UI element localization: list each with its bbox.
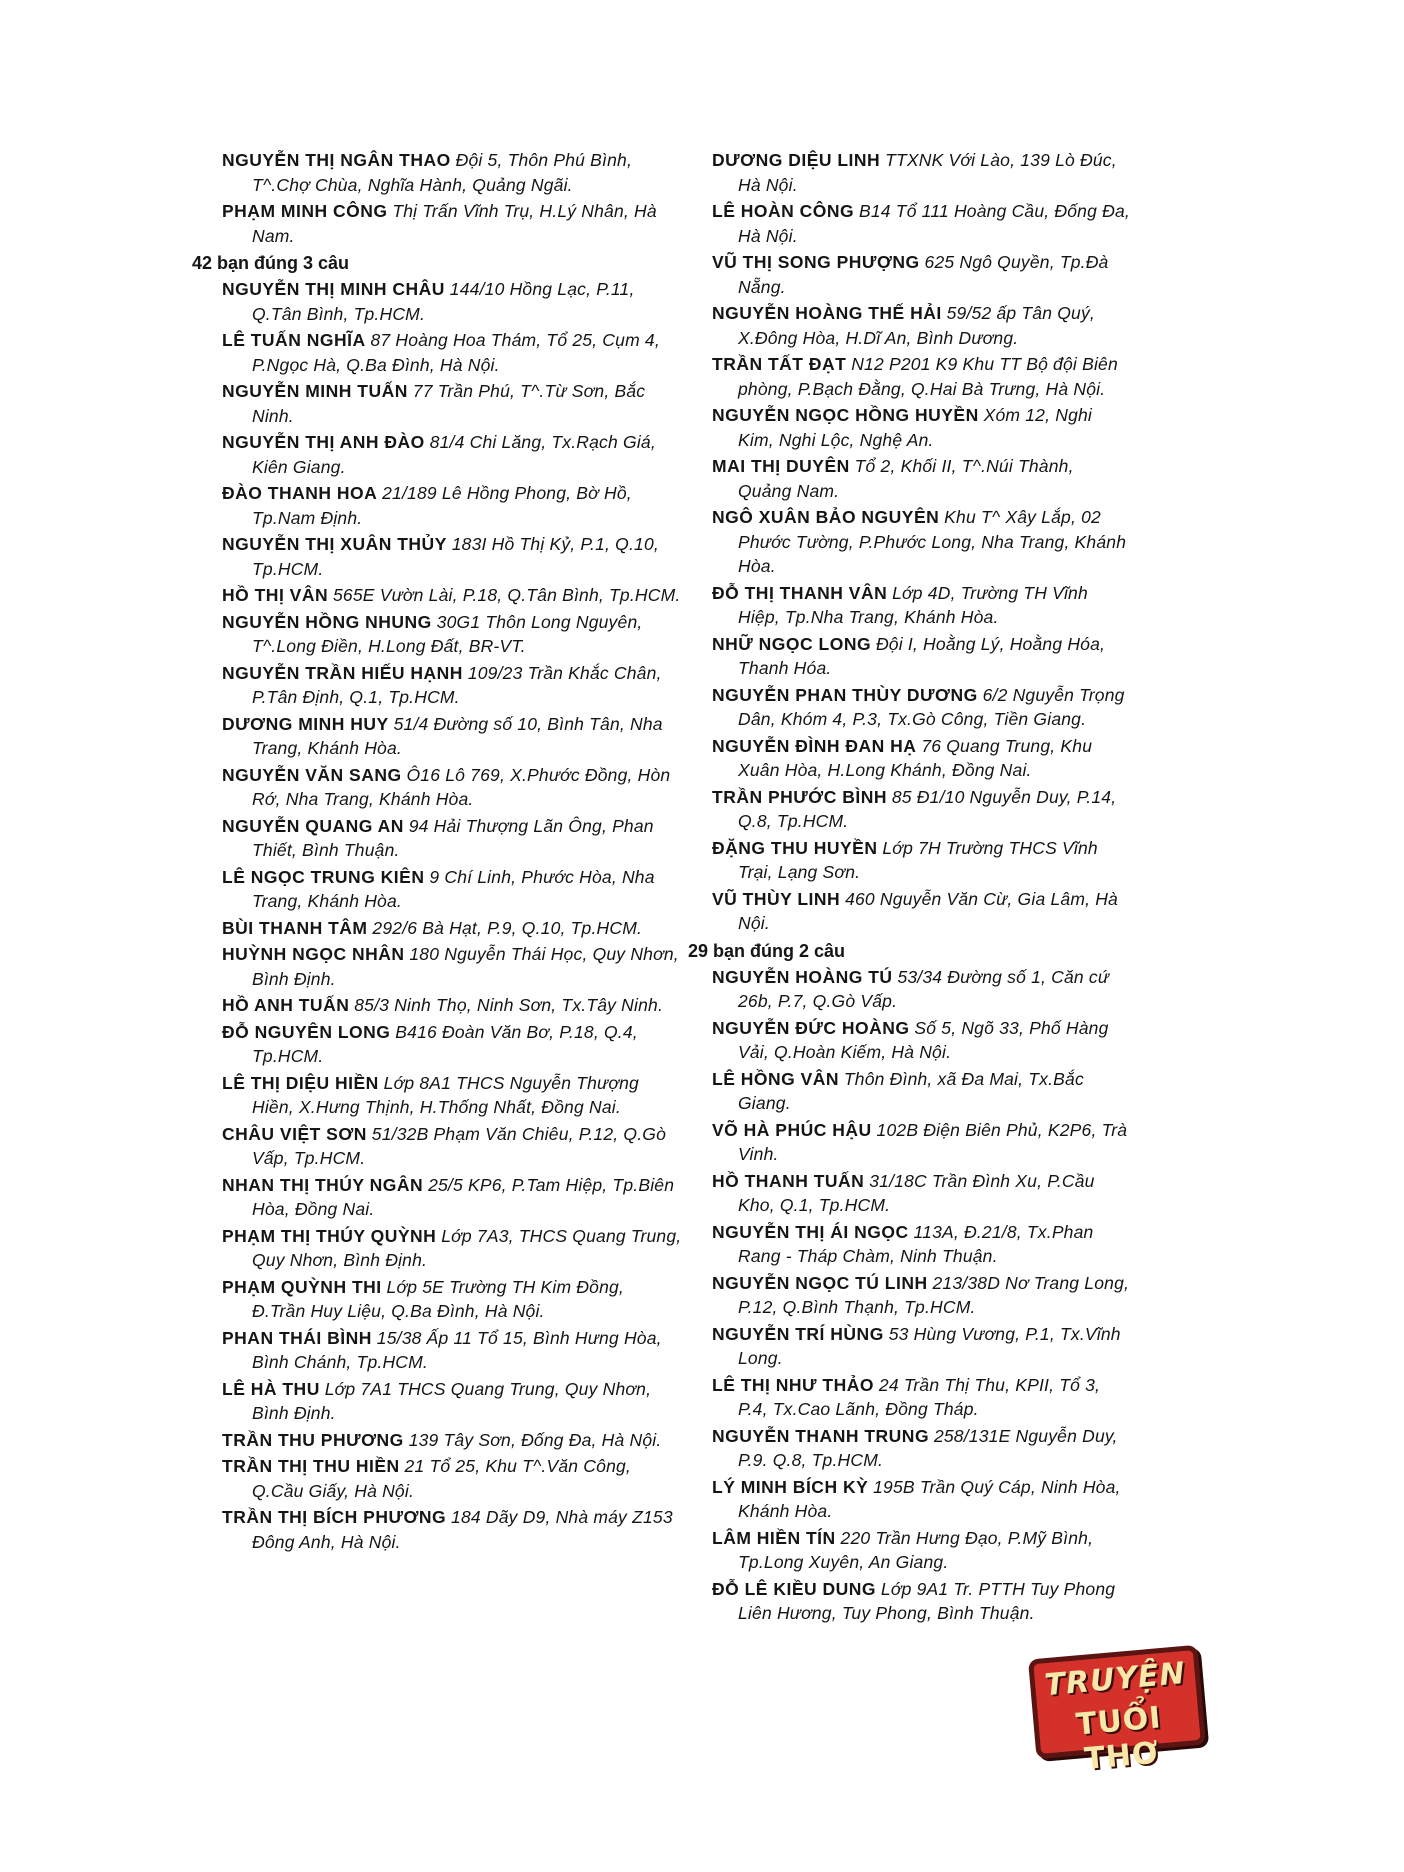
winner-entry bbox=[712, 1475, 1132, 1524]
winner-entry bbox=[222, 379, 682, 428]
winner-entry bbox=[712, 1424, 1132, 1473]
winner-name: NGUYỄN NGỌC TÚ LINH bbox=[712, 1272, 928, 1293]
winner-entry bbox=[222, 532, 682, 581]
winner-address: 139 Tây Sơn, Đống Đa, Hà Nội. bbox=[408, 1429, 662, 1450]
winner-name: LÊ THỊ DIỆU HIỀN bbox=[222, 1072, 379, 1093]
winner-address: 85/3 Ninh Thọ, Ninh Sơn, Tx.Tây Ninh. bbox=[354, 995, 664, 1015]
winner-name: VÕ HÀ PHÚC HẬU bbox=[712, 1119, 872, 1140]
winner-address: 25/5 KP6, P.Tam Hiệp, Tp.Biên Hòa, Đồng Nai. bbox=[252, 1174, 675, 1219]
winner-address: 21/189 Lê Hồng Phong, Bờ Hồ, Tp.Nam Định. bbox=[252, 483, 632, 528]
winner-entry bbox=[222, 993, 682, 1018]
winner-name: LÂM HIỀN TÍN bbox=[712, 1527, 836, 1548]
winner-address: 292/6 Bà Hạt, P.9, Q.10, Tp.HCM. bbox=[372, 917, 643, 938]
winner-entry bbox=[222, 712, 682, 761]
winner-entry bbox=[222, 583, 682, 608]
winner-name: NGUYỄN PHAN THÙY DƯƠNG bbox=[712, 684, 978, 705]
winner-address: Lớp 7A1 THCS Quang Trung, Quy Nhơn, Bình Định. bbox=[252, 1378, 652, 1423]
winner-name: VŨ THỊ SONG PHƯỢNG bbox=[712, 252, 920, 272]
winner-name: HỒ THANH TUẤN bbox=[712, 1170, 865, 1191]
winner-entry bbox=[712, 1577, 1132, 1626]
winner-address: B14 Tổ 111 Hoàng Cầu, Đống Đa, Hà Nội. bbox=[738, 201, 1130, 246]
winner-entry bbox=[712, 836, 1132, 885]
winner-entry bbox=[712, 301, 1132, 350]
winner-name: LÊ HÀ THU bbox=[222, 1378, 320, 1399]
winner-entry bbox=[712, 1526, 1132, 1575]
winner-name: TRẦN THỊ BÍCH PHƯƠNG bbox=[222, 1507, 447, 1527]
winner-entry bbox=[712, 403, 1132, 452]
winner-entry bbox=[222, 814, 682, 863]
winner-name: ĐÀO THANH HOA bbox=[222, 483, 378, 503]
winner-entry bbox=[222, 1454, 682, 1503]
winner-entry bbox=[222, 942, 682, 991]
winner-name: BÙI THANH TÂM bbox=[222, 917, 368, 938]
logo-line-1: TRUYỆN bbox=[1043, 1655, 1187, 1704]
winner-name: HỒ THỊ VÂN bbox=[222, 585, 329, 605]
winner-address: N12 P201 K9 Khu TT Bộ đội Biên phòng, P.Bạch Đằng, Q.Hai Bà Trưng, Hà Nội. bbox=[738, 354, 1118, 399]
winner-address: 220 Trần Hưng Đạo, P.Mỹ Bình, Tp.Long Xuyên, An Giang. bbox=[738, 1527, 1094, 1572]
winner-name: NGUYỄN THỊ XUÂN THỦY bbox=[222, 534, 447, 554]
winner-address: 195B Trần Quý Cáp, Ninh Hòa, Khánh Hòa. bbox=[738, 1476, 1121, 1521]
winner-address: 59/52 ấp Tân Quý, X.Đông Hòa, H.Dĩ An, Bình Dương. bbox=[738, 303, 1095, 348]
winner-name: NGUYỄN HOÀNG TÚ bbox=[712, 966, 893, 987]
winner-address: Tổ 2, Khối II, T^.Núi Thành, Quảng Nam. bbox=[738, 456, 1074, 501]
winner-name: ĐẶNG THU HUYỀN bbox=[712, 837, 878, 858]
winner-address: Ô16 Lô 769, X.Phước Đồng, Hòn Rớ, Nha Trang, Khánh Hòa. bbox=[252, 764, 671, 809]
winner-name: LÊ THỊ NHƯ THẢO bbox=[712, 1374, 875, 1395]
winner-name: NGUYỄN QUANG AN bbox=[222, 815, 404, 836]
winner-entry bbox=[712, 1118, 1132, 1167]
winner-address: 77 Trần Phú, T^.Từ Sơn, Bắc Ninh. bbox=[252, 381, 646, 426]
winner-address: Lớp 5E Trường TH Kim Đồng, Đ.Trần Huy Liệu, Q.Ba Đình, Hà Nội. bbox=[252, 1276, 624, 1321]
winner-name: NGUYỄN THỊ ÁI NGỌC bbox=[712, 1221, 909, 1242]
winner-entry bbox=[222, 1326, 682, 1375]
winner-entry bbox=[712, 250, 1132, 299]
winner-address: 51/4 Đường số 10, Bình Tân, Nha Trang, Khánh Hòa. bbox=[252, 713, 663, 758]
winner-entry bbox=[712, 1322, 1132, 1371]
winner-name: CHÂU VIỆT SƠN bbox=[222, 1123, 367, 1144]
winner-address: 53 Hùng Vương, P.1, Tx.Vĩnh Long. bbox=[738, 1323, 1121, 1368]
winner-entry bbox=[222, 610, 682, 659]
winner-entry bbox=[712, 1220, 1132, 1269]
winner-address: 76 Quang Trung, Khu Xuân Hòa, H.Long Khánh, Đồng Nai. bbox=[738, 735, 1093, 780]
winner-entry bbox=[222, 1020, 682, 1069]
winner-name: HUỲNH NGỌC NHÂN bbox=[222, 944, 405, 964]
winner-name: NHAN THỊ THÚY NGÂN bbox=[222, 1174, 424, 1195]
winner-address: Số 5, Ngõ 33, Phố Hàng Vải, Q.Hoàn Kiếm, Hà Nội. bbox=[738, 1017, 1109, 1062]
winner-address: 85 Đ1/10 Nguyễn Duy, P.14, Q.8, Tp.HCM. bbox=[738, 786, 1117, 831]
winner-name: NGUYỄN MINH TUẤN bbox=[222, 381, 408, 401]
winner-entry bbox=[712, 1373, 1132, 1422]
winner-name: TRẦN TẤT ĐẠT bbox=[712, 354, 847, 374]
winner-address: 460 Nguyễn Văn Cừ, Gia Lâm, Hà Nội. bbox=[738, 888, 1118, 933]
winner-address: 113A, Đ.21/8, Tx.Phan Rang - Tháp Chàm, Ninh Thuận. bbox=[738, 1221, 1094, 1266]
winner-address: 625 Ngô Quyền, Tp.Đà Nẵng. bbox=[738, 252, 1109, 297]
winner-entry bbox=[712, 734, 1132, 783]
winner-name: NHỮ NGỌC LONG bbox=[712, 633, 872, 654]
winner-name: ĐỖ NGUYÊN LONG bbox=[222, 1021, 391, 1042]
winner-address: 9 Chí Linh, Phước Hòa, Nha Trang, Khánh Hòa. bbox=[252, 866, 655, 911]
winner-name: LÊ NGỌC TRUNG KIÊN bbox=[222, 866, 425, 887]
winner-name: NGUYỄN THANH TRUNG bbox=[712, 1425, 930, 1446]
section-heading: 29 bạn đúng 2 câu bbox=[688, 940, 846, 961]
winner-entry bbox=[222, 1428, 682, 1453]
winner-address: 87 Hoàng Hoa Thám, Tổ 25, Cụm 4, P.Ngọc Hà, Q.Ba Đình, Hà Nội. bbox=[252, 330, 660, 375]
winner-name: NGUYỄN NGỌC HỒNG HUYỀN bbox=[712, 405, 979, 425]
winner-entry bbox=[222, 661, 682, 710]
winner-address: 180 Nguyễn Thái Học, Quy Nhơn, Bình Định. bbox=[252, 944, 679, 989]
winner-address: 24 Trần Thị Thu, KPII, Tổ 3, P.4, Tx.Cao Lãnh, Đồng Tháp. bbox=[738, 1374, 1101, 1419]
winner-address: Lớp 9A1 Tr. PTTH Tuy Phong Liên Hương, Tuy Phong, Bình Thuận. bbox=[738, 1578, 1116, 1623]
winner-address: Đội 5, Thôn Phú Bình, T^.Chợ Chùa, Nghĩa Hành, Quảng Ngãi. bbox=[252, 150, 633, 195]
winner-name: PHẠM THỊ THÚY QUỲNH bbox=[222, 1225, 437, 1246]
winner-address: 565E Vườn Lài, P.18, Q.Tân Bình, Tp.HCM. bbox=[333, 585, 681, 605]
winner-name: NGUYỄN HỒNG NHUNG bbox=[222, 611, 432, 632]
winner-address: Đội I, Hoằng Lý, Hoằng Hóa, Thanh Hóa. bbox=[738, 633, 1106, 678]
winner-entry bbox=[222, 430, 682, 479]
winner-address: 31/18C Trần Đình Xu, P.Cầu Kho, Q.1, Tp.HCM. bbox=[738, 1170, 1095, 1215]
winner-address: 94 Hải Thượng Lãn Ông, Phan Thiết, Bình Thuận. bbox=[252, 815, 654, 860]
winner-name: NGUYỄN ĐỨC HOÀNG bbox=[712, 1017, 910, 1038]
winner-entry bbox=[712, 785, 1132, 834]
winner-entry bbox=[712, 1271, 1132, 1320]
winner-entry bbox=[222, 148, 682, 197]
winner-entry bbox=[712, 1016, 1132, 1065]
winner-name: NGUYỄN VĂN SANG bbox=[222, 764, 402, 785]
winner-address: 15/38 Ấp 11 Tổ 15, Bình Hưng Hòa, Bình Chánh, Tp.HCM. bbox=[252, 1327, 662, 1372]
winner-name: LÊ HOÀN CÔNG bbox=[712, 201, 855, 221]
winner-entry bbox=[222, 916, 682, 941]
winner-name: NGUYỄN TRÍ HÙNG bbox=[712, 1323, 884, 1344]
winner-entry bbox=[712, 199, 1132, 248]
winner-address: 213/38D Nơ Trang Long, P.12, Q.Bình Thạnh, Tp.HCM. bbox=[738, 1272, 1130, 1317]
winner-entry bbox=[712, 965, 1132, 1014]
winner-address: 102B Điện Biên Phủ, K2P6, Trà Vinh. bbox=[738, 1119, 1128, 1164]
winner-name: HỒ ANH TUẤN bbox=[222, 995, 350, 1015]
winner-address: 21 Tổ 25, Khu T^.Văn Công, Q.Cầu Giấy, Hà Nội. bbox=[252, 1456, 631, 1501]
winner-address: 53/34 Đường số 1, Căn cứ 26b, P.7, Q.Gò Vấp. bbox=[738, 966, 1110, 1011]
winner-name: DƯƠNG DIỆU LINH bbox=[712, 150, 881, 170]
winner-address: 184 Dãy D9, Nhà máy Z153 Đông Anh, Hà Nội. bbox=[252, 1507, 673, 1552]
winner-entry bbox=[712, 454, 1132, 503]
section-heading: 42 bạn đúng 3 câu bbox=[192, 253, 350, 273]
winner-entry bbox=[222, 763, 682, 812]
publication-logo bbox=[1028, 1645, 1206, 1777]
winner-name: DƯƠNG MINH HUY bbox=[222, 713, 389, 734]
left-column bbox=[192, 148, 682, 1556]
winner-entry bbox=[712, 581, 1132, 630]
winner-name: LÝ MINH BÍCH KỲ bbox=[712, 1476, 869, 1497]
winner-entry bbox=[712, 1169, 1132, 1218]
winner-entry bbox=[222, 481, 682, 530]
winner-address: Lớp 4D, Trường TH Vĩnh Hiệp, Tp.Nha Trang, Khánh Hòa. bbox=[738, 582, 1088, 627]
winner-name: PHẠM MINH CÔNG bbox=[222, 201, 388, 221]
winner-entry bbox=[712, 505, 1132, 579]
winner-name: NGUYỄN THỊ NGÂN THAO bbox=[222, 150, 451, 170]
winner-entry bbox=[222, 1173, 682, 1222]
winner-name: LÊ TUẤN NGHĨA bbox=[222, 330, 366, 350]
winner-address: TTXNK Với Lào, 139 Lò Đúc, Hà Nội. bbox=[738, 150, 1117, 195]
winner-entry bbox=[222, 277, 682, 326]
winner-entry bbox=[222, 199, 682, 248]
winner-entry bbox=[222, 1224, 682, 1273]
winner-name: NGUYỄN THỊ MINH CHÂU bbox=[222, 279, 445, 299]
winner-name: TRẦN THU PHƯƠNG bbox=[222, 1429, 404, 1450]
winner-entry bbox=[712, 1067, 1132, 1116]
winner-entry bbox=[222, 865, 682, 914]
winner-entry bbox=[712, 683, 1132, 732]
winner-name: TRẦN THỊ THU HIỀN bbox=[222, 1456, 400, 1476]
winner-address: 183I Hồ Thị Kỷ, P.1, Q.10, Tp.HCM. bbox=[252, 534, 659, 579]
winner-address: Khu T^ Xây Lắp, 02 Phước Tường, P.Phước Long, Nha Trang, Khánh Hòa. bbox=[738, 507, 1127, 576]
winner-address: 144/10 Hồng Lạc, P.11, Q.Tân Bình, Tp.HCM. bbox=[252, 279, 635, 324]
winner-entry bbox=[222, 328, 682, 377]
winner-name: NGÔ XUÂN BẢO NGUYÊN bbox=[712, 507, 940, 527]
winner-name: PHẠM QUỲNH THI bbox=[222, 1276, 382, 1297]
winner-address: 109/23 Trần Khắc Chân, P.Tân Định, Q.1, Tp.HCM. bbox=[252, 662, 662, 707]
winner-name: PHAN THÁI BÌNH bbox=[222, 1327, 372, 1348]
winner-name: ĐỖ THỊ THANH VÂN bbox=[712, 582, 888, 603]
winner-address: 6/2 Nguyễn Trọng Dân, Khóm 4, P.3, Tx.Gò Công, Tiền Giang. bbox=[738, 684, 1125, 729]
winner-entry bbox=[222, 1505, 682, 1554]
winner-address: 258/131E Nguyễn Duy, P.9. Q.8, Tp.HCM. bbox=[738, 1425, 1118, 1470]
winner-address: B416 Đoàn Văn Bơ, P.18, Q.4, Tp.HCM. bbox=[252, 1021, 638, 1066]
right-column bbox=[688, 148, 1132, 1628]
logo-line-2: TUỔI THƠ bbox=[1074, 1700, 1163, 1777]
winner-name: LÊ HỒNG VÂN bbox=[712, 1068, 840, 1089]
winner-address: Lớp 8A1 THCS Nguyễn Thượng Hiền, X.Hưng Thịnh, H.Thống Nhất, Đồng Nai. bbox=[252, 1072, 639, 1117]
winner-entry bbox=[712, 887, 1132, 936]
winner-name: ĐỖ LÊ KIỀU DUNG bbox=[712, 1578, 877, 1599]
winner-name: NGUYỄN THỊ ANH ĐÀO bbox=[222, 432, 425, 452]
winner-name: TRẦN PHƯỚC BÌNH bbox=[712, 786, 887, 807]
winner-address: Xóm 12, Nghi Kim, Nghi Lộc, Nghệ An. bbox=[738, 405, 1093, 450]
winner-entry bbox=[712, 632, 1132, 681]
winner-address: Thị Trấn Vĩnh Trụ, H.Lý Nhân, Hà Nam. bbox=[252, 201, 657, 246]
winner-entry bbox=[222, 1071, 682, 1120]
winner-name: NGUYỄN TRẦN HIẾU HẠNH bbox=[222, 662, 463, 683]
winner-name: NGUYỄN HOÀNG THẾ HẢI bbox=[712, 303, 942, 323]
winner-address: Thôn Đình, xã Đa Mai, Tx.Bắc Giang. bbox=[738, 1068, 1084, 1113]
winner-address: 30G1 Thôn Long Nguyên, T^.Long Điền, H.Long Đất, BR-VT. bbox=[252, 611, 643, 656]
winner-address: Lớp 7A3, THCS Quang Trung, Quy Nhơn, Bình Định. bbox=[252, 1225, 682, 1270]
winner-address: Lớp 7H Trường THCS Vĩnh Trại, Lạng Sơn. bbox=[738, 837, 1098, 882]
winner-entry bbox=[712, 352, 1132, 401]
winner-name: NGUYỄN ĐÌNH ĐAN HẠ bbox=[712, 735, 917, 756]
winner-address: 51/32B Phạm Văn Chiêu, P.12, Q.Gò Vấp, Tp.HCM. bbox=[252, 1123, 667, 1168]
winner-name: MAI THỊ DUYÊN bbox=[712, 456, 850, 476]
winner-entry bbox=[712, 148, 1132, 197]
winner-entry bbox=[222, 1122, 682, 1171]
winner-entry bbox=[222, 1377, 682, 1426]
winner-name: VŨ THÙY LINH bbox=[712, 888, 841, 909]
winner-entry bbox=[222, 1275, 682, 1324]
winner-address: 81/4 Chi Lăng, Tx.Rạch Giá, Kiên Giang. bbox=[252, 432, 656, 477]
